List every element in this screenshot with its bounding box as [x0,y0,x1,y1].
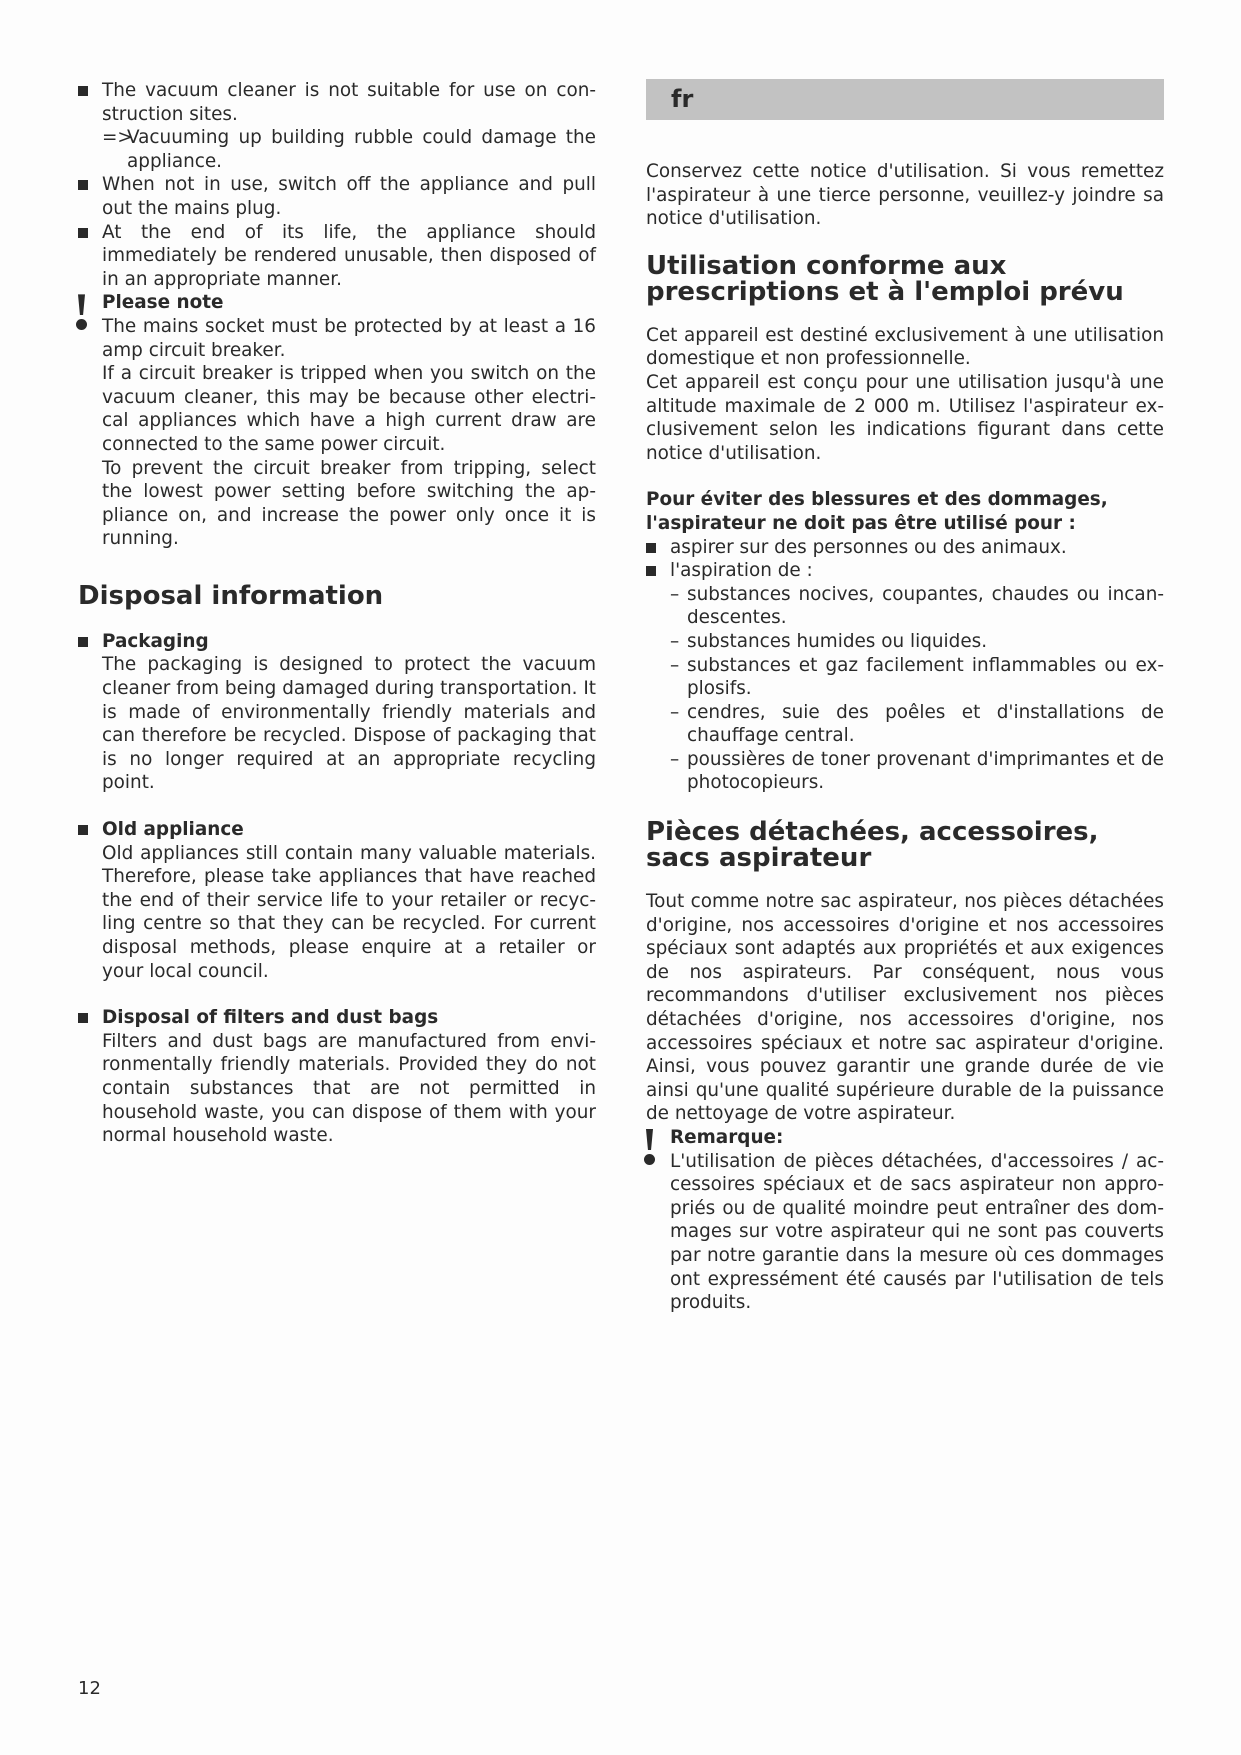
bullet-square-icon [78,228,88,238]
list-item [78,221,596,292]
dash-marker: – [670,583,680,605]
warning-title: Pour éviter des blessures et des dommages, l'aspirateur ne doit pas être utilisé pour : [646,489,1108,534]
subheading: Old appliance [102,819,244,841]
list-item [78,630,596,795]
list-item [78,1006,596,1148]
section-heading: Pièces détachées, accessoires, sacs aspirateur [646,817,1099,874]
dash-marker: – [670,630,680,652]
dash-text: cendres, suie des poêles et d'installations de chauffage central. [687,701,1164,747]
list-item [78,173,596,220]
note-title: Please note [102,292,224,314]
page-number: 12 [78,1678,101,1699]
paragraph: Tout comme notre sac aspirateur, nos pièces détachées d'origine, nos accessoires d'origine et nos accessoires spéciaux sont adaptés aux propriétés et aux exigences de nos aspirateurs. Par conséquent, nous vous recommandons d'utiliser exclusivement nos pièces détachées d'origine, nos accessoires d'origine, nos accessoires spéciaux et notre sac aspirateur d'origine. Ainsi, vous pouvez garantir une grande durée de vie ainsi qu'une qualité supérieure durable de la puissance de nettoyage de votre aspirateur. [646,891,1164,1125]
dash-item [646,630,1164,654]
dash-text: substances et gaz facilement inflammables ou explosifs. [687,654,1164,700]
result-line [78,126,596,173]
bullet-text: When not in use, switch off the appliance and pull out the mains plug. [102,174,596,219]
bullet-square-icon [78,180,88,190]
dash-text: substances nocives, coupantes, chaudes ou incandescentes. [687,583,1164,629]
bullet-square-icon [78,825,88,835]
note-text: To prevent the circuit breaker from tripping, select the lowest power setting before switching the appliance on, and increase the power only once it is running. [102,457,596,550]
paragraph: Filters and dust bags are manufactured from environmentally friendly materials. Provided they do not contain substances that are not permitted in household waste, you can dispose of them with your normal household waste. [102,1030,596,1147]
subheading: Packaging [102,630,209,652]
section-heading: Utilisation conforme aux prescriptions et à l'emploi prévu [646,250,1124,307]
bullet-square-icon [78,86,88,96]
bullet-square-icon [646,543,656,553]
bullet-text: aspirer sur des personnes ou des animaux. [670,536,1067,558]
remark-title: Remarque: [670,1127,784,1148]
right-column [646,79,1164,1315]
dash-item [646,701,1164,748]
list-item [78,818,596,983]
paragraph: Cet appareil est conçu pour une utilisation jusqu'à une altitude maximale de 2 000 m. Utilisez l'aspirateur exclusivement selon les indications figurant dans cette notice d'utilisation. [646,371,1164,464]
dash-item [646,654,1164,701]
paragraph: The packaging is designed to protect the vacuum cleaner from being damaged during transportation. It is made of environmentally friendly materials and can therefore be recycled. Dispose of packaging that is no longer required at an appropriate recycling point. [102,654,596,794]
arrow-marker: => [102,127,133,149]
bullet-text: l'aspiration de : [670,560,813,582]
exclamation-icon [643,1129,657,1165]
section-heading: Disposal information [78,580,384,611]
paragraph: Old appliances still contain many valuable materials. Therefore, please take appliances that have reached the end of their service life to your retailer or recycling centre so that they can be recycled. For current disposal methods, please enquire at a retailer or your local council. [102,842,596,982]
dash-item [646,748,1164,795]
language-bar [646,79,1164,120]
remark-box [646,1126,1164,1315]
note-text: If a circuit breaker is tripped when you switch on the vacuum cleaner, this may be because other electrical appliances which have a high current draw are connected to the same power circuit. [102,363,596,455]
bullet-square-icon [78,637,88,647]
dash-text: substances humides ou liquides. [687,630,988,652]
note-text: The mains socket must be protected by at least a 16 amp circuit breaker. [102,315,596,361]
exclamation-icon [75,294,89,330]
dash-marker: – [670,654,680,676]
bullet-text: At the end of its life, the appliance should immediately be rendered unusable, then disposed of in an appropriate manner. [102,221,596,290]
dash-item [646,583,1164,630]
left-column [78,79,596,1148]
language-label: fr [671,85,694,113]
list-item [78,79,596,126]
bullet-square-icon [78,1013,88,1023]
bullet-square-icon [646,566,656,576]
remark-text: L'utilisation de pièces détachées, d'accessoires / accessoires spéciaux et de sacs aspirateur non appropriés ou de qualité moindre peut entraîner des dommages sur votre aspirateur qui ne sont pas couverts par notre garantie dans la mesure où ces dommages ont expressément été causés par l'utilisation de tels produits. [670,1150,1164,1314]
bullet-text: The vacuum cleaner is not suitable for use on construction sites. [102,80,596,125]
dash-marker: – [670,748,680,770]
dash-marker: – [670,701,680,723]
paragraph: Cet appareil est destiné exclusivement à une utilisation domestique et non professionnelle. [646,324,1164,370]
subheading: Disposal of filters and dust bags [102,1007,439,1029]
list-item [646,536,1164,560]
result-text: Vacuuming up building rubble could damage the appliance. [127,127,596,172]
dash-text: poussières de toner provenant d'imprimantes et de photocopieurs. [687,748,1164,794]
intro-paragraph: Conservez cette notice d'utilisation. Si vous remettez l'aspirateur à une tierce personne, veuillez-y joindre sa notice d'utilisation. [646,161,1164,230]
list-item [646,559,1164,583]
please-note-box [78,291,596,551]
